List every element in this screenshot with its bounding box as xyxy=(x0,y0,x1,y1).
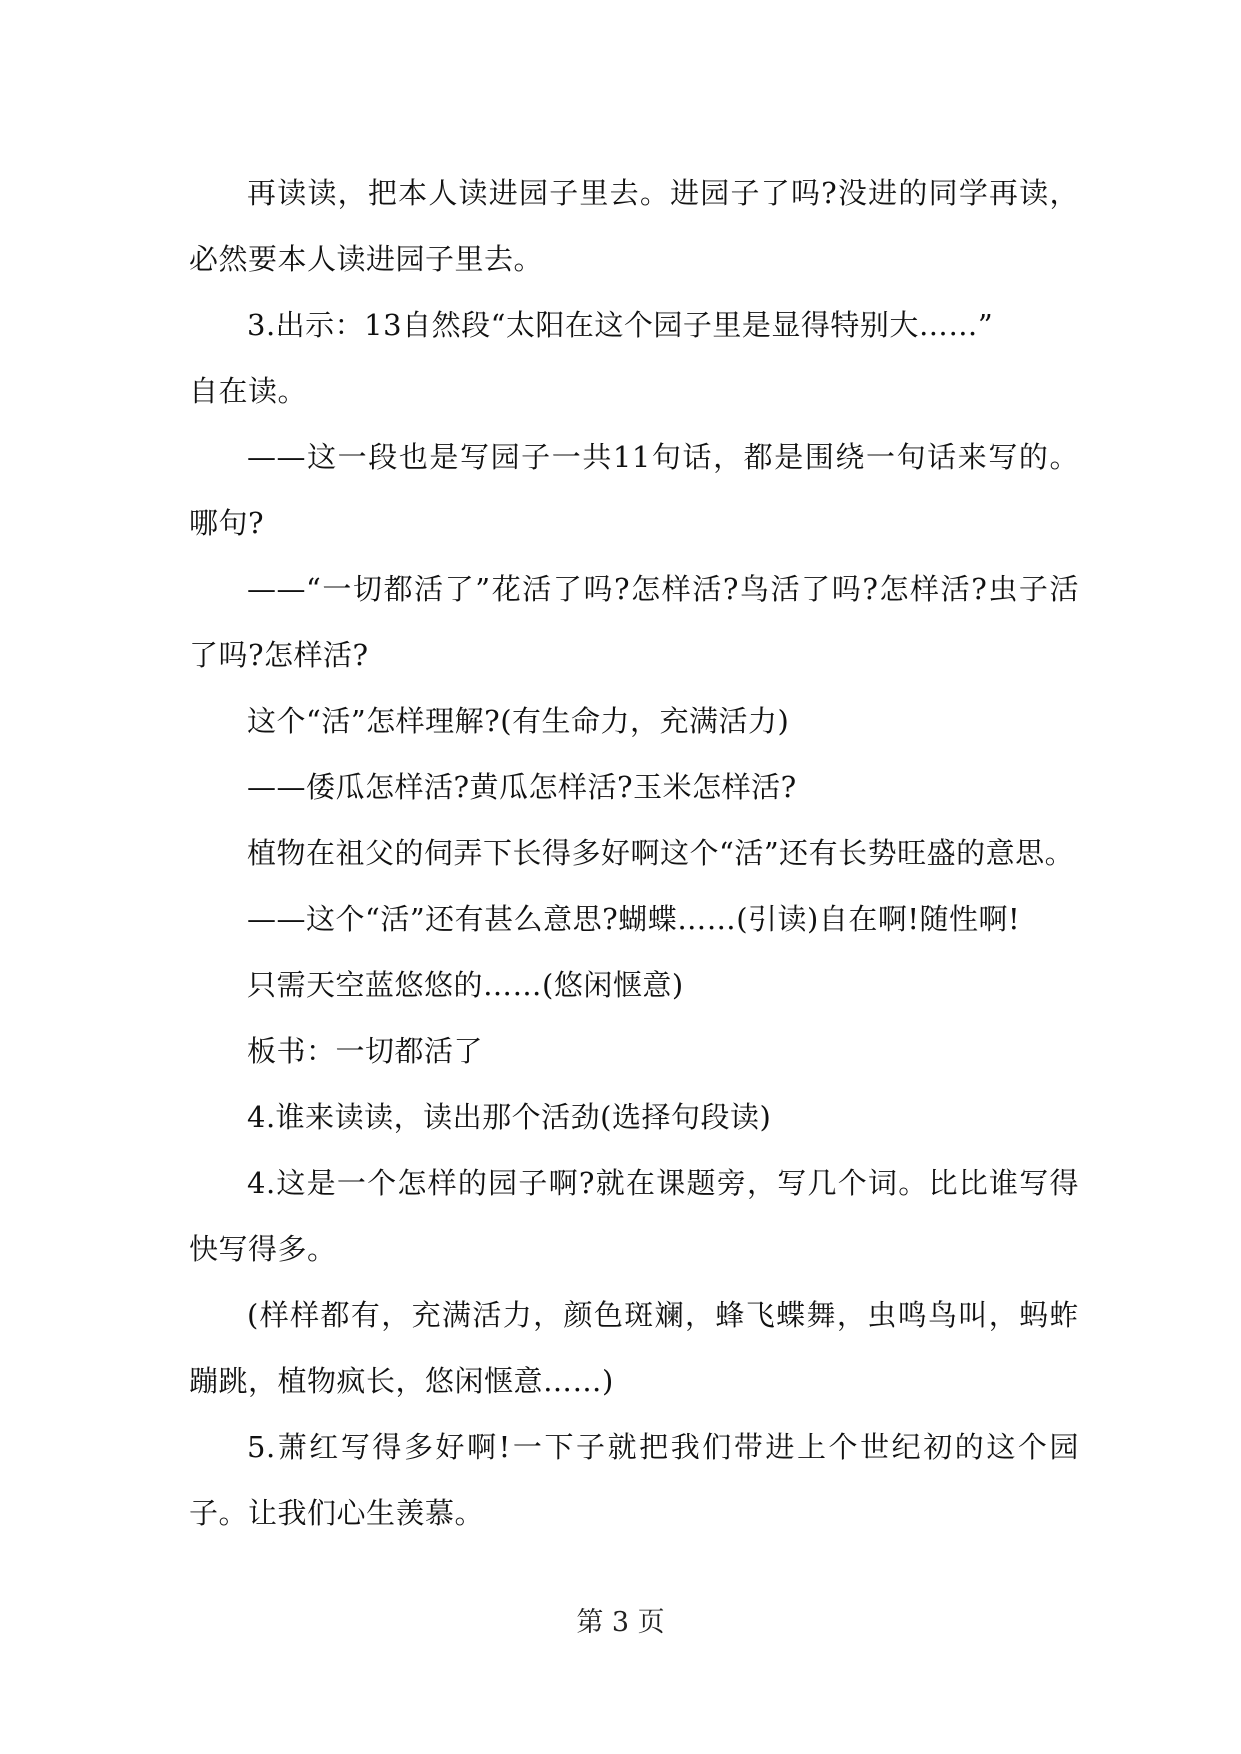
body-text xyxy=(189,160,1079,1546)
paragraph: 这个“活”怎样理解?(有生命力，充满活力) xyxy=(247,704,790,738)
paragraph: ——这个“活”还有甚么意思?蝴蝶……(引读)自在啊!随性啊! xyxy=(247,902,1021,936)
paragraph: 4.这是一个怎样的园子啊?就在课题旁，写几个词。比比谁写得快写得多。 xyxy=(189,1166,1079,1266)
paragraph: ——这一段也是写园子一共11句话，都是围绕一句话来写的。哪句? xyxy=(189,440,1079,540)
page-number: 第 3 页 xyxy=(576,1607,665,1638)
paragraph: 自在读。 xyxy=(189,374,308,408)
paragraph: 4.谁来读读，读出那个活劲(选择句段读) xyxy=(247,1100,772,1134)
paragraph: 植物在祖父的伺弄下长得多好啊这个“活”还有长势旺盛的意思。 xyxy=(247,836,1075,870)
paragraph: 再读读，把本人读进园子里去。进园子了吗?没进的同学再读，必然要本人读进园子里去。 xyxy=(189,176,1079,276)
paragraph: (样样都有，充满活力，颜色斑斓，蜂飞蝶舞，虫鸣鸟叫，蚂蚱蹦跳，植物疯长，悠闲惬意……) xyxy=(189,1298,1079,1398)
paragraph: 3.出示：13自然段“太阳在这个园子里是显得特别大……” xyxy=(247,308,994,342)
paragraph: 5.萧红写得多好啊!一下子就把我们带进上个世纪初的这个园子。让我们心生羡慕。 xyxy=(189,1430,1079,1530)
paragraph: 板书：一切都活了 xyxy=(247,1034,484,1068)
paragraph: ——“一切都活了”花活了吗?怎样活?鸟活了吗?怎样活?虫子活了吗?怎样活? xyxy=(189,572,1079,672)
paragraph: 只需天空蓝悠悠的……(悠闲惬意) xyxy=(247,968,684,1002)
paragraph: ——倭瓜怎样活?黄瓜怎样活?玉米怎样活? xyxy=(247,770,797,804)
